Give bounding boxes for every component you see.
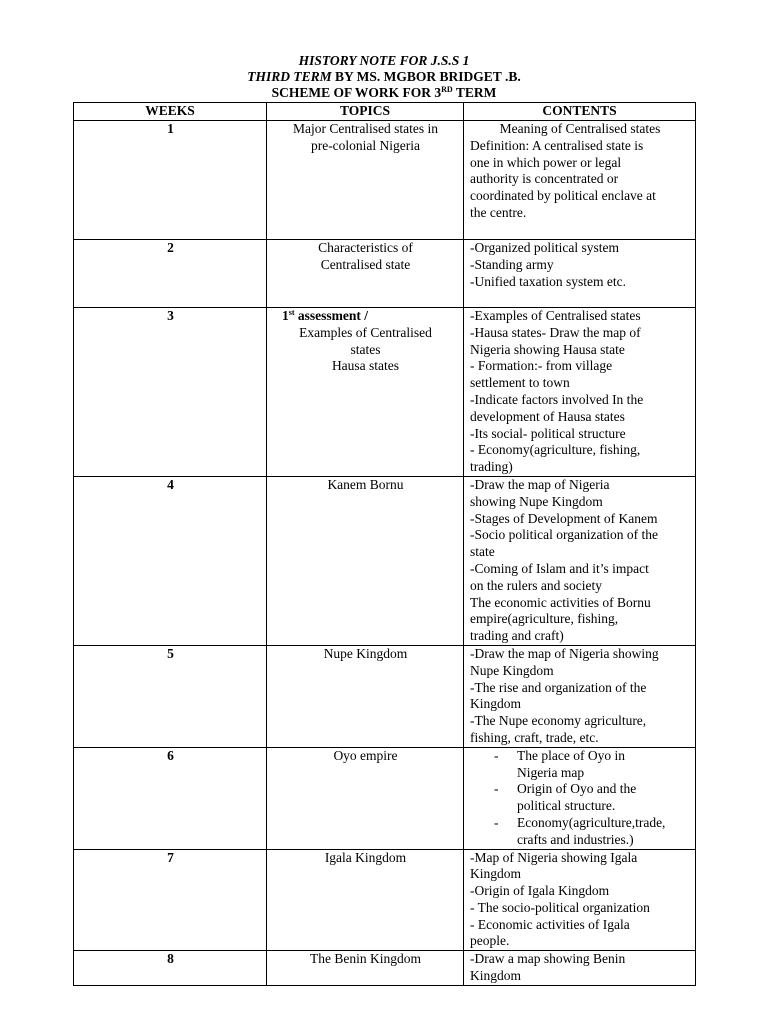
contents-cell: Meaning of Centralised states Definition: A centralised state is one in which power or legal authority is concentrated or coordinated by political enclave at the centre.: [464, 121, 696, 240]
contents-cell: -Draw the map of Nigeria showing Nupe Kingdom -Stages of Development of Kanem -Socio political organization of the state -Coming of Islam and it’s impact on the rulers and society The economic activities of Bornu empire(agriculture, fishing, trading and craft): [464, 476, 696, 645]
week-cell: 6: [74, 747, 267, 849]
topic-cell: The Benin Kingdom: [267, 951, 464, 986]
term-label: THIRD TERM: [247, 69, 332, 84]
contents-cell: -Map of Nigeria showing Igala Kingdom -Origin of Igala Kingdom - The socio-political organization - Economic activities of Igala people.: [464, 849, 696, 951]
col-header-weeks: WEEKS: [74, 103, 267, 121]
table-row: [74, 849, 696, 951]
assessment-label: 1st assessment /: [282, 308, 369, 323]
week-cell: 7: [74, 849, 267, 951]
dash-bullet: -: [494, 814, 499, 830]
scheme-table: [73, 102, 696, 986]
table-row: [74, 476, 696, 645]
topic-cell: Kanem Bornu: [267, 476, 464, 645]
list-item: - Economy(agriculture,trade, crafts and industries.): [494, 814, 666, 847]
document-subtitle: [73, 69, 695, 85]
contents-cell: -Examples of Centralised states -Hausa states- Draw the map of Nigeria showing Hausa state - Formation:- from village settlement to town -Indicate factors involved In the development of Hausa states -Its social- political structure - Economy(agriculture, fishing, trading): [464, 308, 696, 477]
week-cell: 1: [74, 121, 267, 240]
teacher-label: BY MS. MGBOR BRIDGET .B.: [331, 69, 521, 84]
topic-cell: Oyo empire: [267, 747, 464, 849]
topic-cell: Major Centralised states in pre-colonial Nigeria: [267, 121, 464, 240]
table-row: [74, 747, 696, 849]
col-header-contents: CONTENTS: [464, 103, 696, 121]
table-header-row: [74, 103, 696, 121]
bullet-list: [470, 748, 690, 849]
table-row: [74, 121, 696, 240]
topic-cell: Characteristics of Centralised state: [267, 240, 464, 308]
week-cell: 3: [74, 308, 267, 477]
contents-cell: -Draw the map of Nigeria showing Nupe Kingdom -The rise and organization of the Kingdom -The Nupe economy agriculture, fishing, craft, trade, etc.: [464, 645, 696, 747]
contents-cell: -Draw a map showing Benin Kingdom: [464, 951, 696, 986]
dash-bullet: -: [494, 747, 499, 763]
week-cell: 2: [74, 240, 267, 308]
document-title: HISTORY NOTE FOR J.S.S 1: [298, 53, 470, 68]
week-cell: 8: [74, 951, 267, 986]
contents-cell: -Organized political system -Standing army -Unified taxation system etc.: [464, 240, 696, 308]
col-header-topics: TOPICS: [267, 103, 464, 121]
topic-cell: 1st assessment / Examples of Centralised states Hausa states: [267, 308, 464, 477]
table-row: [74, 308, 696, 477]
table-row: [74, 240, 696, 308]
list-item: - The place of Oyo in Nigeria map: [494, 747, 625, 780]
table-row: [74, 951, 696, 986]
scheme-heading: SCHEME OF WORK FOR 3RD TERM: [271, 85, 497, 100]
contents-cell: [464, 747, 696, 849]
table-row: [74, 645, 696, 747]
list-item: - Origin of Oyo and the political structure.: [494, 781, 637, 814]
dash-bullet: -: [494, 781, 499, 797]
topic-cell: Igala Kingdom: [267, 849, 464, 951]
topic-cell: Nupe Kingdom: [267, 645, 464, 747]
week-cell: 4: [74, 476, 267, 645]
week-cell: 5: [74, 645, 267, 747]
